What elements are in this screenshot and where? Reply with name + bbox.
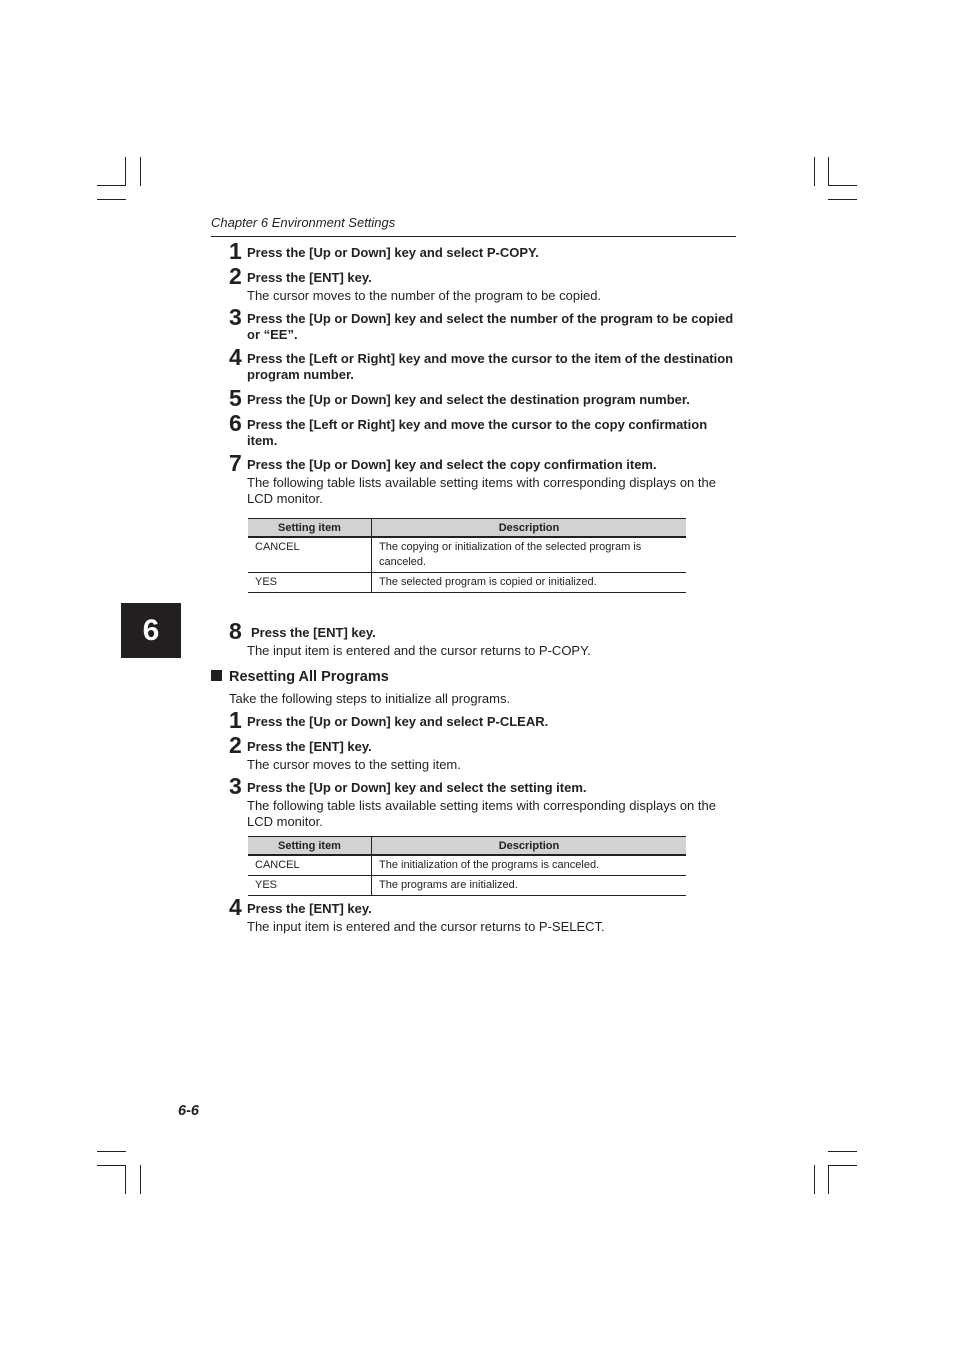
table-cell: YES — [248, 876, 372, 896]
step-title: Press the [Up or Down] key and select P-COPY. — [247, 245, 539, 260]
table-cell: The selected program is copied or initialized. — [372, 573, 687, 593]
step-number: 3 — [229, 304, 242, 330]
step-number: 2 — [229, 263, 242, 289]
section-intro: Take the following steps to initialize all programs. — [229, 691, 511, 706]
step-description: The input item is entered and the cursor returns to P-COPY. — [247, 642, 591, 658]
step — [229, 385, 739, 411]
step-number: 1 — [229, 238, 242, 264]
table-cell: YES — [248, 573, 372, 593]
step — [229, 618, 739, 659]
step-title: Press the [Up or Down] key and select the destination program number. — [247, 392, 690, 407]
section-heading — [211, 669, 389, 685]
step-title: Press the [ENT] key. — [251, 625, 376, 640]
step-description: The cursor moves to the number of the program to be copied. — [247, 287, 602, 303]
step — [229, 238, 739, 264]
step-number: 1 — [229, 707, 242, 733]
table-row — [248, 876, 686, 896]
table-header: Description — [372, 837, 687, 856]
step-title: Press the [ENT] key. — [247, 270, 372, 285]
step-description: The input item is entered and the cursor returns to P-SELECT. — [247, 918, 605, 934]
step-number: 2 — [229, 732, 242, 758]
settings-table — [248, 518, 686, 593]
table-cell: The copying or initialization of the selected program is canceled. — [372, 537, 687, 573]
step-title: Press the [Up or Down] key and select the copy confirmation item. — [247, 457, 657, 472]
step — [229, 732, 739, 773]
step — [229, 344, 739, 382]
table-cell: CANCEL — [248, 855, 372, 876]
table-header: Setting item — [248, 519, 372, 538]
section-title: Resetting All Programs — [229, 669, 389, 685]
step-description: The cursor moves to the setting item. — [247, 756, 461, 772]
table-row — [248, 537, 686, 573]
table-row — [248, 573, 686, 593]
step-title: Press the [ENT] key. — [247, 739, 372, 754]
step-description: The following table lists available setting items with corresponding displays on the LCD monitor. — [247, 474, 716, 506]
chapter-tab: 6 — [121, 603, 181, 658]
step-description: The following table lists available setting items with corresponding displays on the LCD monitor. — [247, 797, 716, 829]
step — [229, 707, 739, 733]
step — [229, 304, 739, 342]
step-number: 3 — [229, 773, 242, 799]
step — [229, 894, 739, 935]
step-title: Press the [Left or Right] key and move the cursor to the item of the destination program number. — [247, 351, 734, 382]
step-number: 6 — [229, 410, 242, 436]
chapter-title: Chapter 6 Environment Settings — [211, 215, 396, 230]
step-number: 8 — [229, 618, 242, 644]
table-header: Description — [372, 519, 687, 538]
step-number: 7 — [229, 450, 242, 476]
running-header — [211, 215, 736, 237]
step-number: 4 — [229, 894, 242, 920]
table-cell: The programs are initialized. — [372, 876, 687, 896]
square-bullet-icon — [211, 670, 222, 681]
step — [229, 263, 739, 304]
step — [229, 773, 739, 830]
settings-table — [248, 836, 686, 896]
table-cell: CANCEL — [248, 537, 372, 573]
step-number: 5 — [229, 385, 242, 411]
step-title: Press the [Up or Down] key and select the setting item. — [247, 780, 587, 795]
step-title: Press the [ENT] key. — [247, 901, 372, 916]
page-number: 6-6 — [178, 1103, 199, 1119]
step-number: 4 — [229, 344, 242, 370]
step-title: Press the [Up or Down] key and select the number of the program to be copied or “EE”. — [247, 311, 734, 342]
step-title: Press the [Left or Right] key and move the cursor to the copy confirmation item. — [247, 417, 708, 448]
step-title: Press the [Up or Down] key and select P-CLEAR. — [247, 714, 549, 729]
step — [229, 410, 739, 448]
table-header: Setting item — [248, 837, 372, 856]
step — [229, 450, 739, 507]
table-row — [248, 855, 686, 876]
table-cell: The initialization of the programs is canceled. — [372, 855, 687, 876]
